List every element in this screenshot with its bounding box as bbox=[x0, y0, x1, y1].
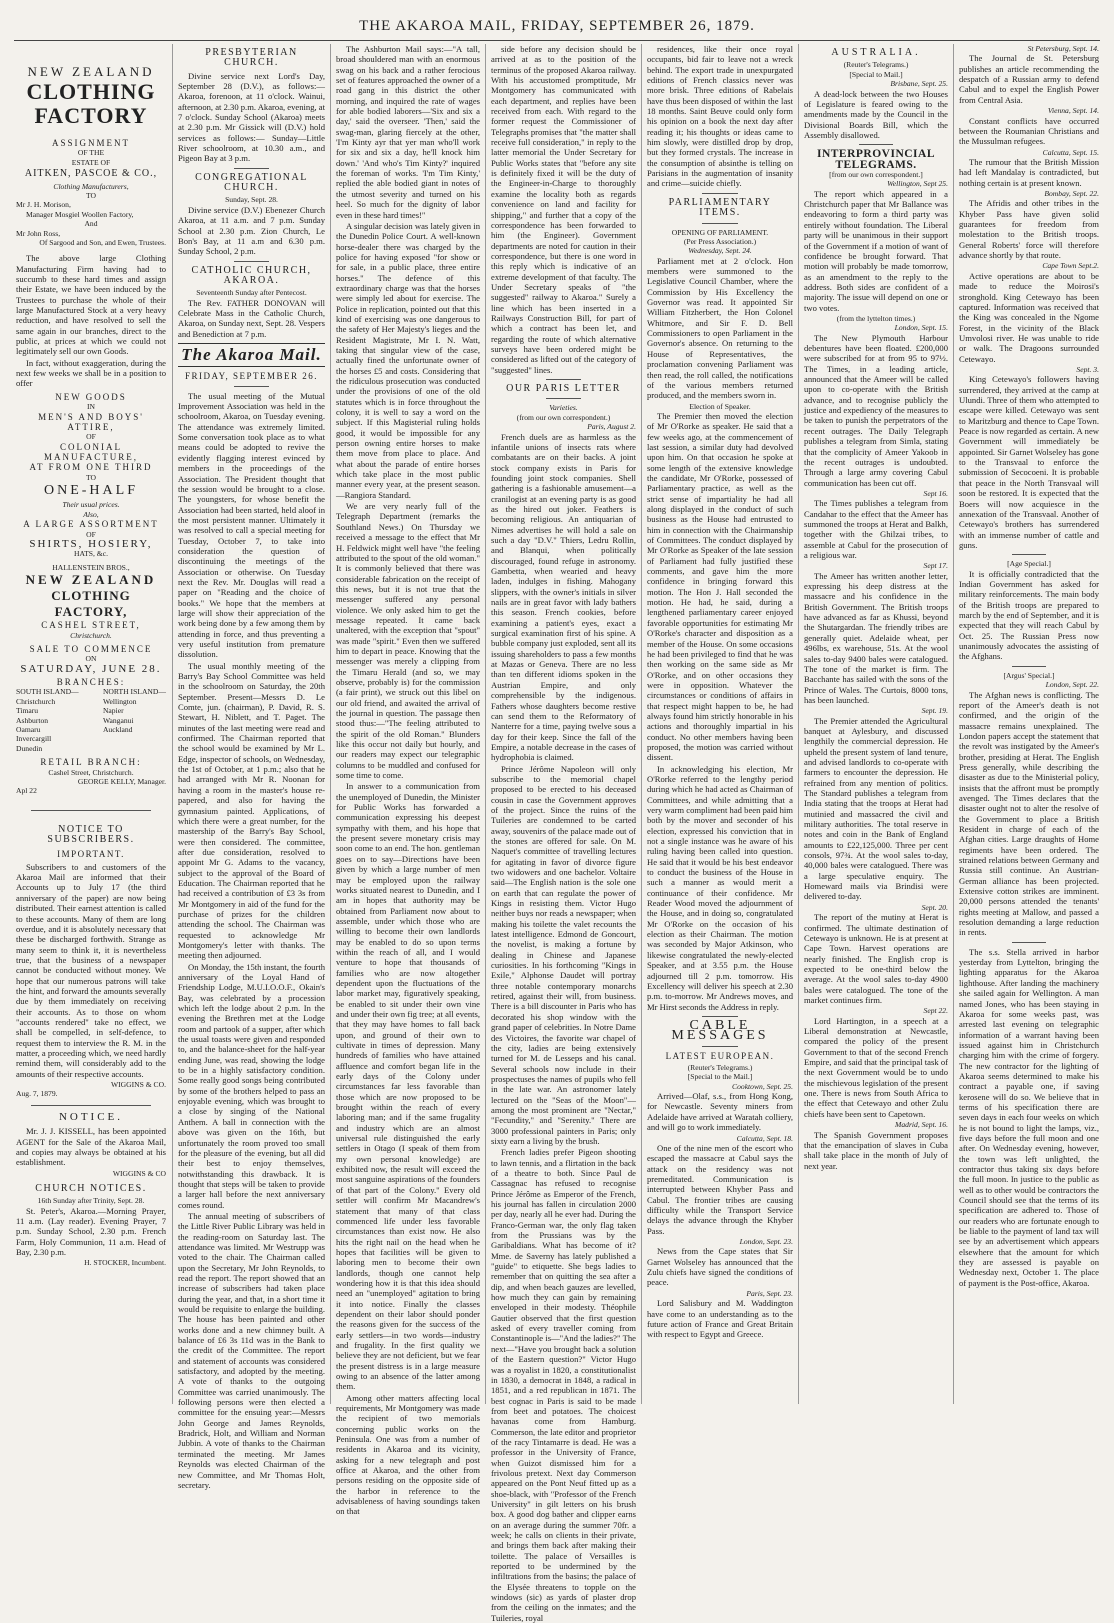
ad-text: Apl 22 bbox=[16, 786, 37, 796]
ad-text: CLOTHING FACTORY, bbox=[51, 588, 131, 620]
sub-heading: [Argus' Special.] bbox=[1003, 670, 1055, 680]
ad-body: The above large Clothing Manufacturing Firm having had to succumb to these hard times and assign their Estate, we have been induced by the Trustees to purchase the whole of their large Manufactured Stock at a very heavy reduction, and have resolved to sell the same again in our branches, direct to the public, at prices at which we could not legitimately sell our own Goods. bbox=[16, 253, 166, 357]
ad-text: Also, bbox=[83, 509, 99, 519]
paragraph: Divine service (D.V.) Ebenezer Church Akaroa, at 11 a.m. and 7 p.m. Sunday School at 2.30 p.m. Zion Church, Le Bon's Bay, at 11 a.m and 6.30 p.m. Sunday School, 2 p.m. bbox=[178, 204, 325, 257]
paragraph: The report of the mutiny at Herat is confirmed. The ultimate destination of Cetewayo is unknown. He is at present at Cape Town. Harvest operations are nearly finished. The English crop is expected to be one-third below the average. At the wool sales to-day 4900 bales were catalogued. The tone of the market continues firm. bbox=[804, 912, 948, 1005]
paragraph: The Premier attended the Agricultural banquet at Aylesbury, and discussed lengthily the commercial depression. He upheld the present system of land tenure, and advised landlords to co-operate with farmers to encounter the depression. He refrained from any mention of politics. The Standard publishes a telegram from India stating that the troops at Herat had mutinied and massacred the civil and military authorities. The total reserve in notes and coin in the Bank of England amounts to £22,125,000. Three per cent consols, 97¾. At the wool sales to-day, 40,000 bales were catalogued. There was a large speculative enquiry. The Homeward mails via Brindisi were delivered to-day. bbox=[804, 715, 948, 902]
ad-text: H. STOCKER, Incumbent. bbox=[84, 1258, 166, 1268]
branch-item: Invercargill bbox=[16, 734, 52, 744]
ad-text: Christchurch. bbox=[70, 630, 112, 640]
branch-lists bbox=[16, 687, 166, 753]
section-heading: CATHOLIC CHURCH, AKAROA. bbox=[191, 264, 312, 286]
paragraph: The Rev. FATHER DONOVAN will Celebrate Mass in the Catholic Church, Akaroa, on Sunday next, Sept. 28. Vespers and Benediction at 7 p.m. bbox=[178, 297, 325, 339]
ad-text: CASHEL STREET, bbox=[41, 620, 141, 631]
paragraph: The Ashburton Mail says:—"A tall, broad shouldered man with an enormous swag on his back and a rather ferocious set of features approached the owner of a road gang in this district the other morning, and inquired the rate of wages for able bodied laborers—'Six and six a day,' said the overseer. 'Then,' said the swag-man, glaring fiercely at the other, 'I'm Kinty ayr that yer man who'll work for six and six a day, he'll knock him down.' 'And who's Tim Kinty?' inquired the foreman of works. 'I'm Tim Kinty,' replied the able bodied giant in notes of the utmost severity and turned on his heel. So much for the dignity of labor even in these hard times!" bbox=[336, 44, 480, 220]
sub-heading: (Reuter's Telegrams.) bbox=[843, 60, 909, 70]
ad-text: Of Sargood and Son, and Ewen, Trustees. bbox=[39, 237, 166, 247]
list-heading: NORTH ISLAND— bbox=[102, 687, 166, 697]
sub-heading: (Per Press Association.) bbox=[683, 236, 757, 246]
dateline: London, Sept. 15. bbox=[894, 323, 948, 333]
branch-item: Wanganui bbox=[102, 715, 134, 725]
dateline: Sept 22. bbox=[923, 1006, 948, 1016]
ad-text: NEW ZEALAND bbox=[25, 572, 157, 588]
branch-item: Christchurch bbox=[16, 696, 56, 706]
ad-text: MEN'S AND BOYS' ATTIRE, bbox=[38, 411, 144, 432]
section-heading: PRESBYTERIAN CHURCH. bbox=[205, 47, 298, 69]
paragraph: One of the nine men of the escort who escaped the massacre at Cabul says the attack on the residency was not premeditated. Communication is interrupted between Khyber Pass and Cabul. The frontier tribes are causing difficulty while the Transport Service delays the advance through the Khyber Pass. bbox=[647, 1142, 793, 1236]
ad-text: And bbox=[84, 219, 98, 229]
dateline: Calcutta, Sept. 18. bbox=[736, 1133, 793, 1143]
paragraph: The Premier then moved the election of Mr O'Rorke as speaker. He said that a few weeks ago, at the commencement of last session, a similar duty had devolved upon him. On that occasion he spoke at some length of the extensive knowledge the candidate, Mr O'Rorke, possessed of Parliamentary practice, as well as the strict sense of impartiality he had all along displayed in the conduct of such business as the House had entrusted to him in connection with the Chairmanship of Committees. The conduct displayed by Mr O'Rorke as Speaker of the late session of Parliament had fully justified these comments, and gave him the more confidence in bringing forward this motion. The Hon J. Hall seconded the motion. He had, he said, during a lengthened parliamentary career enjoyed favorable opportunities for estimating Mr O'Rorke's character and disposition as a member of the House. On some occasions he had been privileged to find that he was then working on the same side as Mr O'Rorke, and on other occasions they were in opposition. Whatever the circumstances or conditions of affairs in that respect might happen to be, he had always found him strictly honorable in his actions and thoroughly impartial in his conduct. No other members having been proposed, the motion was carried without dissent. bbox=[647, 410, 793, 763]
sub-heading: Election of Speaker. bbox=[689, 401, 751, 411]
column-7 bbox=[959, 44, 1099, 1404]
dateline: Vienna, Sept. 14. bbox=[1047, 106, 1099, 116]
paragraph: Divine service next Lord's Day, September 28 (D.V.), as follows:— Akaroa, forenoon, at 11 o'clock. Wainui, afternoon, at 2.30 p.m. Akaroa, evening, at 7 o'clock. Sunday School (Akaroa) meets at 2.30 p.m. Mr Gissick will (D.V.) hold services as follows:— Sunday—Little River schoolroom, at 10.30 a.m., and Pigeon Bay at 3 p.m. bbox=[178, 70, 326, 164]
paragraph: The report which appeared in a Christchurch paper that Mr Ballance was endeavoring to form a third party was entirely without foundation. The Liberal party will be unanimous in their support of the Government if a motion of want of confidence be brought forward. That motion will probably be made tomorrow, as an amendment to the reply to the address. Both sides are confident of a majority. The issue will depend on one or two votes. bbox=[804, 188, 948, 313]
ad-text: Manager Mosgiel Woollen Factory, bbox=[26, 209, 134, 219]
sub-heading: (from the lyttelton times.) bbox=[836, 313, 916, 323]
paragraph: Prince Jérôme Napoleon will only subscribe to the memorial chapel proposed to be erected to his deceased cousin in case the Government approves of the project. Since the ruins of the Tuileries are condemned to be carted away, souvenirs of the palace made out of the stones are offered for sale. On M. Naquet's committee of travelling lectures for agitating in favor of divorce figure two widowers and one bachelor. Voltaire said—The English nation is the sole one on earth that can regulate the power of Kings in resisting them. Victor Hugo neither buys nor reads a newspaper; when making his toilette the valet recounts the latest intelligence. Edmond de Goncourt, the novelist, is making a fortune by dealing in Chinese and Japanese curiosities. In his forthcoming "Kings in Exile," Alphonse Daudet will portray three notable contemporary monarchs retired, against their will, from business. There is a bill discounter in Paris who has decorated his shop window with the grand paper of celebrities. In Notre Dame des Victoires, the favorite war chapel of the city, ladies are being extensively turned for M. de Lesseps and his canal. Several schools now include in their prospectuses the names of pupils who fell in the late war. An astronomer lately lectured on the "Seas of the Moon"—among the most prominent are "Nectar," "Fecundity," and "Serenity." There are 3000 professional painters in Paris; only sixty earn a living by the brush. bbox=[491, 763, 636, 1146]
section-heading: IMPORTANT. bbox=[57, 849, 125, 860]
dateline: Wellington, Sept 25. bbox=[887, 179, 948, 189]
ad-text: SHIRTS, HOSIERY, bbox=[29, 538, 153, 550]
ad-text: TO bbox=[86, 472, 96, 482]
sub-heading: [Special to the Mail.] bbox=[687, 1072, 753, 1082]
paragraph: French ladies prefer Pigeon shooting to lawn tennis, and a flirtation in the back of a theatre to both. Since Paul de Cassagnac has refused to recognise Prince Jérôme as Emperor of the French, his journal has fallen in circulation 2000 per day, nearly all he ever had. During the Franco-German war, the only flag taken from the Prussians was by the Garibaldians. What has become of it? Mme. de Saverny has lately published a "guide" to etiquette. She begs ladies to remember that on quitting the sea after a dip, and when beach gauzes are levelled, how much they can gain by remaining enveloped in their modesty. Théophile Gautier observed that the first question asked of every traveller coming from Constantinople is—"And the ladies?" The next—"Have you brought back a solution of the Eastern question?" Victor Hugo was a royalist in 1820, a constitutionalist in 1830, a democrat in 1848, a radical in 1851, and a red republican in 1871. The best cognac in Paris is said to be made from beet and potatoes. The choicest havanas come from Hamburg. Commerson, the late editor and proprietor of the racy Tintamarre is dead. He was a professor in the University of France, when Guizot dismissed him for a frivolous pretext. Next day Commerson appeared on the Pont Neuf fitted up as a shoe-black, with "Professor of the French University" in gilt letters on his brush box. A good dog bather and clipper earns on an average during the summer 70fr. a week; he calls on clients in their private, and brings them back after making their toilette. The palace of Versailles is reported to be undermined by the infiltrations from the basins; the palace of the Elysée threatens to topple on the windows (sic) as yards of plaster drop from the ceiling on the inmates; and the Tuileries, royal bbox=[491, 1147, 636, 1623]
ad-body: In fact, without exaggeration, during the next few weeks we shall be in a position to offer bbox=[16, 357, 166, 389]
paragraph: residences, like their once royal occupants, bid fair to leave not a wreck behind. The export trade in unexpurgated editions of French classics never was more brisk. Three editions of Rabelais have thus been disposed of within the last 18 months. Saint Beuve could only form his opinion on a book the next day after reading it; his thoughts or ideas came to him slowly, were distilled drop by drop, but they formed crystals. The increase in the consumption of absinthe is telling on Parisians in the augmentation of insanity and crime—suicide chiefly. bbox=[647, 44, 793, 189]
branch-item: Timaru bbox=[16, 706, 39, 716]
paragraph: The usual monthly meeting of the Barry's Bay School Committee was held in the schoolroom on Saturday, the 20th September. Present—Messrs D. Le Comte, jun. (chairman), P. David, R. S. Stewart, H. Niblett, and T. Paget. The minutes of the last meeting were read and confirmed. The Chairman reported that the school would be examined by Mr L. Edge, inspector of schools, on Wednesday, the 1st of October, at 1 p.m.; also that he had arranged with Mr R. Noonan for having a room in the master's house re-papered, and also for having the gymnasium painted. Applications, of which there were a great number, for the mastership of the Barry's Bay School, were then considered. The committee, after due consideration, resolved to appoint Mr G. Adams to the vacancy, subject to the approval of the Board of Education. The Chairman reported that he had received a contribution of £3 3s from Mr Montgomery in aid of the fund for the purchase of prizes for the children attending the school. The Chairman was requested to acknowledge Mr Montgomery's letter with thanks. The meeting then adjourned. bbox=[178, 660, 325, 961]
paper-title: The Akaroa Mail. bbox=[181, 345, 322, 365]
paragraph: Active operations are about to be made to reduce the Moirosi's stronghold. King Cetewayo has been captured. Information was received that the King was concealed in the Ngome Forest, in the vicinity of the Black Umvolosi river. He was unable to ride or walk. The Dragoons surrounded Cetewayo. bbox=[959, 270, 1099, 364]
ad-text: RETAIL BRANCH: bbox=[40, 757, 142, 768]
paragraph: Among other matters affecting local requirements, Mr Montgomery was made the recipient of two memorials concerning public works on the Peninsula. One was from a number of residents in Akaroa and its vicinity, asking for a new telegraph and post office at Akaroa, and the other from persons residing on the opposite side of the harbor in reference to the advisableness of having soundings taken on that bbox=[336, 1392, 480, 1517]
paragraph: The s.s. Stella arrived in harbor yesterday from Lyttelton, bringing the lighting apparatus for the Akaroa lighthouse. After landing the machinery she sailed again for Wellington. A man named Jones, who has been staying in Akaroa for some weeks past, was arrested last evening on telegraphic information of a warrant having been issued against him in Christchurch charging him with the crime of forgery. The new contractor for the lighting of Akaroa seems determined to make his contract a payable one, if saving kerosene will do so. We believe that in terms of his specification there are seven days in each four weeks on which he is not bound to light the lamps, viz., five days before the full moon and one after. On Wednesday evening, however, the town was left unlighted, the contractor thus taking six days before the full moon. In justice to the public as well as to other would be contractors the Council should see that the terms of its specification are adhered to. Those of our readers who are fortunate enough to be liable to the payment of land tax will see by an advertisement which appears elsewhere that the amount for which they are assessed is payable on Wednesday next, October 1. The place of payment is the Post-office, Akaroa. bbox=[959, 946, 1099, 1288]
branch-item: Dunedin bbox=[16, 743, 43, 753]
dateline: Sept. 20. bbox=[921, 902, 948, 912]
ad-text: ON bbox=[85, 654, 97, 664]
section-heading: CABLE MESSAGES bbox=[671, 1017, 769, 1044]
masthead: THE AKAROA MAIL, FRIDAY, SEPTEMBER 26, 1879. bbox=[359, 18, 755, 34]
ad-text: OF bbox=[86, 432, 96, 442]
ad-text: OF THE bbox=[77, 148, 105, 158]
column-rule bbox=[330, 44, 331, 1404]
paragraph: The annual meeting of subscribers of the Little River Public Library was held in the reading-room on Saturday last. The attendance was limited. Mr Westrupp was voted to the chair. The Chairman called upon the Secretary, Mr John Reynolds, to read the report. The report showed that an increase of subscribers had taken place during the year, and that, in a short time it would be requisite to enlarge the building. The house has been painted and other works done and a new chimney built. A balance of £6 3s 11d was in the Bank to the credit of the Committee. The report and statement of accounts was considered satisfactory, and adopted by the meeting. A vote of thanks to the outgoing Committee was carried unanimously. The following persons were then elected a committee for the ensuing year:—Messrs John George and James Reynolds, Bradrick, Holt, and William and Norman Jubbin. A vote of thanks to the Chairman terminated the meeting. Mr James Reynolds was elected Chairman of the new Committee, and Mr Thomas Holt, secretary. bbox=[178, 1210, 325, 1490]
column-rule bbox=[485, 44, 486, 1404]
ad-text: Mr John Ross, bbox=[16, 228, 61, 238]
paragraph: On Monday, the 15th instant, the fourth anniversary of the Loyal Hand of Friendship Lodge, M.U.I.O.O.F., Okain's Bay, was celebrated by a procession which left the lodge about 2 p.m. In the evening the Brethren met at the Lodge room and partook of a supper, after which the usual toasts were given and responded to, and the balance-sheet for the half-year ending June, was read, showing the lodge to be in a highly satisfactory condition. Some really good songs being contributed by some of the brothers helped to pass an enjoyable evening, which was brought to a close by singing of the National Anthem. A ball in connection with the above was given on the 16th, but unfortunately the room proved too small for the pleasure of the evening, but all did their best to enjoy themselves, notwithstanding this drawback. It is thought that steps will be taken to provide a larger hall before the next anniversary comes round. bbox=[178, 961, 325, 1210]
paragraph: The New Plymouth Harbour debentures have been floated. £200,000 were subscribed for at from 95 to 97½. The Times, in a leading article, announced that the Ameer will be called upon to co-operate with the British advance, and to recognise publicly the justice and expediency of the measures to be taken to punish the perpetrators of the recent outrages. The Daily Telegraph publishes a telegram from Simla, stating that the complicity of Ameer Yakoob in the recent outrages is undoubted. Through a large army covering Cabul communication has been cut off. bbox=[804, 332, 948, 488]
ad-text: Mr J. H. Morison, bbox=[16, 200, 71, 210]
paragraph: Constant conflicts have occurred between the Roumanian Christians and the Mussulman refugees. bbox=[959, 115, 1099, 147]
ad-text: A LARGE ASSORTMENT bbox=[23, 519, 159, 530]
paragraph: Lord Salisbury and M. Waddington have come to an understanding as to the future action of France and Great Britain with respect to Egypt and Greece. bbox=[647, 1298, 793, 1340]
paragraph: Subscribers to and customers of the Akaroa Mail are informed that their Accounts up to July 17 (the third anniversary of the paper) are now being distributed. Their earnest attention is called to these accounts. Many of them are long overdue, and it is absolutely necessary that these be discharged forthwith. Strange as many seem to think it, it is nevertheless true, that the business of a newspaper cannot be conducted without money. We hope that our numerous patrons will take the hint, and forward the amounts severally due by them immediately on receiving their accounts. As to those on whom "accounts rendered" take no effect, we shall be compelled, in self-defence, to request them to interview the R. M. in the matter, a proceeding which, we need hardly remind them, will considerably add to the amounts of their respective accounts. bbox=[16, 861, 166, 1079]
column-5 bbox=[647, 44, 793, 1404]
ad-title-line2: CLOTHING FACTORY bbox=[26, 79, 156, 128]
ad-text: TO bbox=[86, 190, 96, 200]
dateline: Madrid, Sept. 16. bbox=[895, 1120, 948, 1130]
paragraph: The Journal de St. Petersburg publishes an article recommending the despatch of a Russian army to defend Cabul and to expel the English Power from Central Asia. bbox=[959, 53, 1099, 105]
sub-heading: Varieties. bbox=[549, 403, 578, 413]
paragraph: We are very nearly full of the Telegraph Department (remarks the Southland News.) On Thursday we received a message to the effect that Mr H. Feldwick might well have "the feeling attributed to the spout of the old woman." It is commonly believed that there was considerable fabrication on the receipt of this news, but it is not true that the messenger suffered any personal violence. We only asked him to get the message repeated. It came back unaltered, with the exception that "spout" was made "spirit." Even then we suffered him to depart in peace. Knowing that the messenger was merely a clipping from the Timaru Herald (and so, we may observe, probably is) for the commission (a fair print), we struck out this libel on our old friend, and awaited the arrival of the journal in question. The passage then stood thus:—"The feeling attributed to the spirit of the old Roman." Blunders like this occur not daily but hourly, and our readers may expect our telegraphic columns to be muddled and confused for some time to come. bbox=[336, 501, 480, 781]
ad-text: NEW GOODS bbox=[55, 391, 127, 402]
ad-text: 16th Sunday after Trinity, Sept. 28. bbox=[37, 1196, 145, 1206]
ad-text: Their usual prices. bbox=[62, 500, 120, 510]
sub-heading: (Reuter's Telegrams.) bbox=[687, 1062, 753, 1072]
paragraph: The rumour that the British Mission had left Mandalay is contradicted, but nothing certain is at present known. bbox=[959, 156, 1099, 188]
dateline: Paris, Sept. 23. bbox=[746, 1288, 793, 1298]
paragraph: The Afridis and other tribes in the Khyber Pass have given solid guarantees for freedom from molestation to the British troops. General Roberts' force will therefore advance shortly by that route. bbox=[959, 198, 1099, 261]
dateline: Sept 16. bbox=[923, 488, 948, 498]
dateline: Cooktown, Sept. 25. bbox=[732, 1081, 793, 1091]
paragraph: side before any decision should be arrived at as to the position of the terminus of the proposed Akaroa railway. With his accustomed promptitude, Mr Montgomery has communicated with each department, and replies have been received from each. With regard to the former request the Commissioner of Telegraphs promises that "the matter shall receive full consideration," in reply to the latter memorial the Under Secretary for Public Works states that "before any site is definitely fixed it will be the duty of the Engineer-in-Charge to thoroughly examine the locality both as regards convenience on land and facility for shipping," and further that a copy of the correspondence has been forwarded to him (the Engineer). Government departments are noted for caution in their correspondence, but there is one word in this reply which is indicative of an extreme development of that faculty. The Under Secretary speaks of "the suggested" railway to Akaroa." Surely a line which has been inserted in a Railways Construction Bill, for part of which a contract has been let, and regarding the route of which alternative surveys have been ordered might be considered as lifted out of the category of "suggested" lines. bbox=[491, 44, 636, 375]
column-rule bbox=[641, 44, 642, 1404]
paragraph: Arrived—Olaf, s.s., from Hong Kong, for Newcastle. Seventy miners from Adelaide have arrived at Waratah colliery, and will go to work immediately. bbox=[647, 1091, 793, 1133]
paragraph: A dead-lock between the two Houses of Legislature is feared owing to the amendments made by the Council in the Divisional Boards Bill, which the Assembly disallowed. bbox=[804, 88, 948, 140]
ad-text: COLONIAL MANUFACTURE, bbox=[43, 441, 139, 462]
paragraph: In answer to a communication from the unemployed of Dunedin, the Minister for Public Works has forwarded a communication expressing his deepest sympathy with them, and his hope that the present severe monetary crisis may soon come to an end. The hon. gentleman goes on to say—Directions have been given by which a large number of men may be employed upon the railway works situated nearest to Dunedin, and I am in hopes that authority may be obtained from Parliament now about to assemble, under which those who are willing to become their own landlords may be enabled to do so upon terms within the reach of all, and I would venture to hope that thousands of families who are now altogether dependent upon the fluctuations of the labor market may, figuratively speaking, be enabled to sit under their own vine and under their own fig tree; at all events, that they may have homes to fall back upon, and ground of their own to cultivate in times of depression. Many hundreds of families who have attained affluence and comfort began life in the early days of the Colony under circumstances far less favorable than those which are now proposed to be brought within the reach of every laboring man; and if the same frugality and industry which are an almost universal rule distinguished the early settlers in Otago (I speak of them from my own personal knowledge) are exhibited now, the result will exceed the most sanguine aspirations of the founders of that part of the Colony." Every old settler will confirm Mr Macandrew's statement that many of that class commenced life under less favorable circumstances than exist now. He also hits the right nail on the head when he hopes that facilities will be given to laboring men to become their own landlords, though one cannot help wondering how it is that this idea should need an "unemployed" agitation to bring it into notice. Finally the classes dependent on their labor should ponder the reasons given for the success of the early settlers—in two words—industry and frugality. In the first quality we believe they are not deficient, but we fear the present distress is in a large measure owing to an absence of the latter among them. bbox=[336, 781, 480, 1392]
paragraph: The Ameer has written another letter, expressing his deep distress at the massacre and his confidence in the British Government. The British troops have advanced as far as Khussi, beyond the Shutargardan. The friendly tribes are generally quiet. Adelaide wheat, per 496lbs, ex warehouse, 51s. At the wool sales to-day 9400 bales were catalogued. The tone of the market is firm. The Bacchante has sailed with the sons of the Prince of Wales. The Curtois, 8000 tons, has been launched. bbox=[804, 570, 948, 705]
paragraph: Mr. J. J. KISSELL, has been appointed AGENT for the Sale of the Akaroa Mail, and copies may always be obtained at his establishment. bbox=[16, 1126, 166, 1168]
section-heading: NOTICE. bbox=[58, 1110, 124, 1123]
column-1 bbox=[16, 44, 166, 1404]
paragraph: The Afghan news is conflicting. The report of the Ameer's death is not confirmed, and the origin of the massacre remains unexplained. The London papers accept the statement that the revolt was instigated by the Ameer's brother, presiding at Herat. The English Press generally, while describing the disaster as due to the Ministerial policy, insists that the affront must be promptly avenged. The Times declares that the disaster ought not to alter the resolve of the Government to place a British Resident in charge of each of the Afghan cities. Large draughts of Home regiments have been ordered. The strained relations between Germany and Russia still continue. An Austrian-German alliance has been projected. Extensive cotton strikes are imminent. 20,000 persons attended the tenants' rights meeting at Mallow, and passed a resolution demanding a large reduction in rents. bbox=[959, 689, 1099, 938]
column-4 bbox=[491, 44, 636, 1623]
ad-text: GEORGE KELLY, Manager. bbox=[77, 776, 166, 786]
paragraph: The Spanish Government proposes that the emancipation of slaves in Cuba shall take place in the month of July of next year. bbox=[804, 1129, 948, 1171]
sub-heading: [from our own correspondent.] bbox=[829, 169, 923, 179]
column-rule bbox=[953, 44, 954, 1404]
ad-text: Clothing Manufacturers, bbox=[53, 181, 129, 191]
dateline: St Petersburg, Sept. 14. bbox=[1027, 44, 1099, 53]
column-rule bbox=[172, 44, 173, 1404]
sub-heading: [Special to Mail.] bbox=[849, 69, 903, 79]
ad-text: Aug. 7, 1879. bbox=[16, 1089, 58, 1099]
ad-text: ESTATE OF bbox=[71, 157, 111, 167]
south-island-list bbox=[16, 687, 79, 753]
section-heading: NOTICE TO SUBSCRIBERS. bbox=[47, 823, 135, 846]
dateline: Sept 17. bbox=[923, 561, 948, 571]
branch-item: Ashburton bbox=[16, 715, 49, 725]
sub-heading: LATEST EUROPEAN. bbox=[665, 1050, 775, 1061]
ad-text: HATS, &c. bbox=[74, 549, 108, 559]
dateline: Sept. 3. bbox=[1076, 364, 1099, 374]
branch-item: Oamaru bbox=[16, 724, 41, 734]
ad-text: IN bbox=[86, 402, 95, 412]
paper-date: FRIDAY, SEPTEMBER 26. bbox=[184, 371, 319, 382]
north-island-list bbox=[103, 687, 166, 753]
dateline: Cape Town Sept.2. bbox=[1042, 261, 1099, 271]
branch-item: Auckland bbox=[102, 724, 133, 734]
dateline: Wednesday, Sept. 24. bbox=[688, 246, 752, 256]
sub-heading: (from our own correspondent.) bbox=[516, 412, 611, 422]
section-heading: OUR PARIS LETTER bbox=[506, 383, 621, 394]
ad-text: WIGGINS & CO. bbox=[110, 1080, 166, 1089]
dateline: Paris, August 2. bbox=[587, 422, 636, 432]
paragraph: Parliament met at 2 o'clock. Hon members were summoned to the Legislative Council Chamber, where the Commission by His Excellency the Governor was read. It appointed Sir William Fitzherbert, the Hon Colonel Whitmore, and Sir F. D. Bell Commissioners to open Parliament in the Governor's absence. On returning to the House of Representatives, the proclamation convening Parliament was then read, the roll called, the notifications of the various members returned produced, and the members sworn in. bbox=[647, 255, 793, 401]
sub-heading: OPENING OF PARLIAMENT. bbox=[671, 227, 769, 237]
section-heading: CHURCH NOTICES. bbox=[35, 1182, 147, 1194]
ad-text: SATURDAY, JUNE 28. bbox=[20, 662, 162, 675]
ad-text: WIGGINS & CO bbox=[112, 1168, 166, 1178]
list-heading: SOUTH ISLAND— bbox=[16, 687, 79, 697]
section-heading: PARLIAMENTARY ITEMS. bbox=[668, 196, 772, 219]
paragraph: The Times publishes a telegram from Candahar to the effect that the Ameer has summoned the troops at Herat and Balkh, together with the Ghilzai tribes, to assemble at Cabul for the prosecution of a religious war. bbox=[804, 498, 948, 560]
ad-title-line1: NEW ZEALAND bbox=[27, 64, 155, 79]
ad-text: HALLENSTEIN BROS., bbox=[52, 562, 130, 572]
column-2 bbox=[178, 44, 326, 1490]
ad-text: Seventeenth Sunday after Pentecost. bbox=[196, 288, 307, 298]
dateline: Bombay, Sept. 22. bbox=[1044, 189, 1099, 198]
dateline: Brisbane, Sept. 25. bbox=[890, 79, 948, 89]
ad-text: SALE TO COMMENCE bbox=[29, 643, 153, 654]
paragraph: French duels are as harmless as the infantile unions of insects rats where combatants are on their backs. A joint stock company exists in Paris for founding joint stock companies. Shell gathering is a fashionable amusement—a cranilogist at an evening party is as good as the hired out joker. Feathers is becoming religious. An antiquarian of Nimes advertises he will hold a sale on such a day "D.V." Thiers, Ledru Rollin, and Blanqui, when politically discouraged, found refuge in astronomy. Gambetta, when wearied and heavy laden, indulges in fishing. Mahogany slippers, with the owner's initials in silver nails are in great favor with lady bathers this season. French cookies, before examining a patient's eyes, exact a surgical examination first of his spine. A bubble company just exploded, sent all its issuing shareholders to pass a few months at Mazas or Geneva. There are no less than ten different idioms spoken in the Austrian Empire, and only comprehensible by the indigenous. Fathers whose daughters become restive can send them to the Reformatory of Nanterre for a time, paying twelve sous a day for their keep. Since the fall of the Empire, a notable decrease in the cases of hydrophobia is claimed. bbox=[491, 431, 636, 763]
column-6 bbox=[804, 44, 948, 1404]
paragraph: St. Peter's, Akaroa.—Morning Prayer, 11 a.m. (Lay reader). Evening Prayer, 7 p.m. Sunday School, 2.30 p.m. French Farm, Holy Communion, 11 a.m. Head of Bay, 2.30 p.m. bbox=[16, 1205, 166, 1258]
ad-text: OF bbox=[86, 529, 96, 539]
section-heading: AUSTRALIA. bbox=[831, 47, 921, 58]
paragraph: Lord Hartington, in a speech at a Liberal demonstration at Newcastle, compared the policy of the present Government to that of the second French Empire, and said that the principal task of the next Government would be to undo the mischievous legislation of the present one. There is news from South Africa to the effect that Cetewayo and other Zulu chiefs have been sent to Capetown. bbox=[804, 1015, 948, 1119]
branch-item: Napier bbox=[102, 706, 124, 716]
paragraph: News from the Cape states that Sir Garnet Wolseley has announced that the Zulu chiefs have signed the conditions of peace. bbox=[647, 1246, 793, 1288]
masthead-rule bbox=[14, 40, 1100, 41]
column-rule bbox=[798, 44, 799, 1404]
paragraph: King Cetewayo's followers having surrendered, they arrived at the camp at Ulundi. Three of them who attempted to escape were killed. Cetewayo was sent to Maritzburg and thence to Cape Town. Peace is now regarded as certain. A new Government will immediately be appointed. Sir Garnet Wolseley has gone to the Transvaal to enforce the submission of Secocoeni. It is probable that peace in the North Transvaal will soon be restored. It is expected that the Boers will now acquiesce in the annexation of the Transvaal. Another of Cetewayo's brothers has surrendered with an immense number of cattle and guns. bbox=[959, 374, 1099, 550]
ad-text: Sunday, Sept. 28. bbox=[225, 195, 278, 205]
dateline: London, Sept. 23. bbox=[739, 1237, 793, 1246]
ad-text: ASSIGNMENT bbox=[51, 138, 130, 148]
dateline: London, Sept. 22. bbox=[1045, 680, 1099, 690]
ad-text: Cashel Street, Christchurch. bbox=[48, 767, 134, 777]
column-3 bbox=[336, 44, 480, 1517]
dateline: Calcutta, Sept. 15. bbox=[1042, 147, 1099, 157]
section-heading: CONGREGATIONAL CHURCH. bbox=[195, 171, 308, 194]
paragraph: It is officially contradicted that the Indian Government has asked for military reinforcements. The main body of the British troops are prepared to march by the end of September, and it is expected that they will reach Cabul by Oct. 25. The Russian Press now unanimously advocates the assisting of the Afghans. bbox=[959, 568, 1099, 662]
branch-item: Wellington bbox=[102, 696, 137, 706]
section-heading: INTERPROVINCIAL TELEGRAMS. bbox=[816, 148, 936, 171]
paragraph: In acknowledging his election, Mr O'Rorke referred to the lengthy period during which he had acted as Chairman of Committees, and while admitting that a very warm compliment had been paid him both by the mover and seconder of his election, expressed his conviction that in not a single instance was he aware of his ruling having been called into question. He said that it would be his best endeavor to conduct the business of the House in such a manner as would merit a continuance of their confidence. Mr Reader Wood moved the adjournment of the House, and in doing so, congratulated Mr O'Rorke on the occasion of his election as their Chairman. The motion was seconded by Major Atkinson, who likewise congratulated the newly-elected Speaker, and at 3.55 p.m. the House adjourned till 2 p.m. tomorrow. His Excellency will deliver his speech at 2.30 p.m. to-morrow. Mr Andrews moves, and Mr Hirst seconds the Address in reply. bbox=[647, 763, 793, 1012]
sub-heading: [Age Special.] bbox=[1007, 559, 1051, 569]
dateline: Sept. 19. bbox=[921, 706, 948, 716]
paragraph: A singular decision was lately given in the Dunedin Police Court. A well-known horse-dealer there was charged by the police for having exposed "for show or for sale, in a public place, three entire horses." The defence of this extraordinary charge was that the horses were simply led about for exercise. The Police in replication, pointed out that this kind of exercising was one dangerous to the safety of Her Majesty's lieges and the Resident Magistrate, Mr I. N. Watt, taking that singular view of the case, actually fined the unfortunate owner of the horses £5 and costs. Considering that the ridiculous prosecution was conducted under the provisions of one of the old statutes which is in force throughout the colony, it is well to say a word on the subject. If this Magisterial ruling holds good, it would be impossible for any person owning entire horses to make them move from place to place. And what about the parade of entire horses which take place in the most public manner every year, at the present season.—Rangiora Standard. bbox=[336, 220, 480, 500]
ad-text: AT FROM ONE THIRD bbox=[29, 462, 153, 473]
paragraph: The usual meeting of the Mutual Improvement Association was held in the schoolroom, Akaroa, on Tuesday evening. The attendance was extremely limited. Some conversation took place as to what means could be adopted to revive the evidently flagging interest evinced by members in the proceedings of the Association. The President thought that the session would be brought to a close. The youngsters, for whose benefit the Association had been started, held aloof in the most persistent manner. Ultimately it was resolved to call a special meeting for Tuesday, October 7, to take into consideration the question of discontinuing the meetings of the Association or otherwise. On Tuesday next the Rev. Mr. Douglas will read a paper on "Reading and the choice of books." We hope that the members at large will show their appreciation of the work being done by a few among them by attending in force, and thus preventing a very useful institution from premature dissolution. bbox=[178, 390, 325, 660]
ad-text: ONE-HALF bbox=[44, 483, 138, 499]
ad-text: BRANCHES: bbox=[56, 677, 126, 687]
ad-firm: AITKEN, PASCOE & CO., bbox=[24, 168, 158, 180]
